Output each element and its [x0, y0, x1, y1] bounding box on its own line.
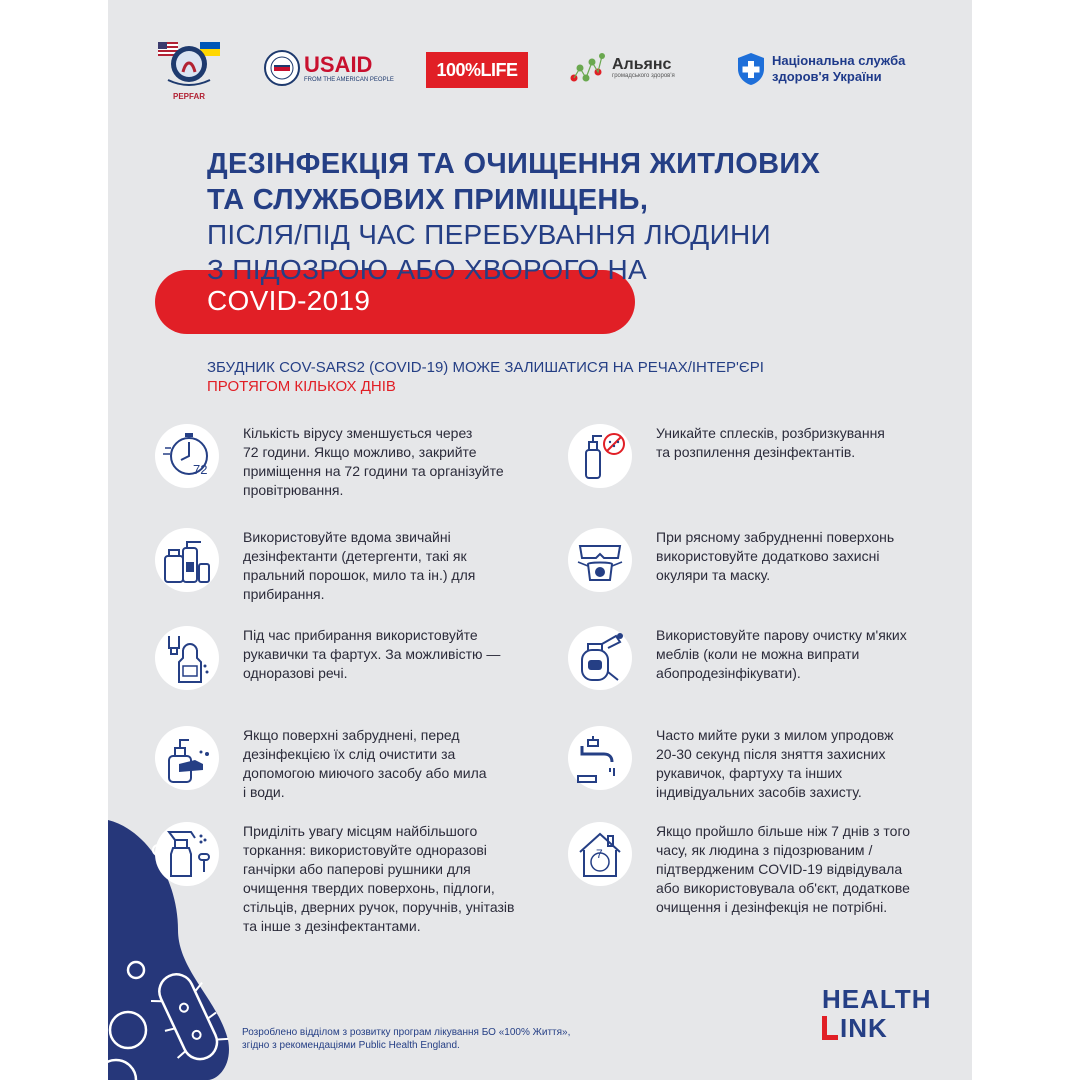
headline: [207, 146, 927, 251]
health-link-logo: [822, 985, 932, 1043]
no-spray-icon: [568, 424, 632, 488]
tip-text: Використовуйте парову очистку м'яких меблів (коли не можна випрати абопродезінфікувати).: [656, 627, 907, 681]
pepfar-logo: [154, 36, 224, 102]
tip-clean-first: [155, 726, 487, 802]
gloves-apron-icon: [155, 626, 219, 690]
health-link-line-1: HEALTH: [822, 984, 932, 1014]
house-7-icon: [568, 822, 632, 886]
goggles-mask-icon: [568, 528, 632, 592]
svg-text:72: 72: [193, 462, 208, 477]
tip-steam-cleaner: [568, 626, 907, 690]
faucet-icon: [568, 726, 632, 790]
tip-text: Якщо поверхні забруднені, перед дезінфекцією їх слід очистити за допомогою миючого засобу або мила і води.: [243, 727, 487, 800]
usaid-logo: [264, 50, 394, 86]
nszu-label: Національна служба здоров'я України: [772, 53, 906, 84]
credits: Розроблено відділом з розвитку програм лікування БО «100% Життя», згідно з рекомендаціями Public Health England.: [242, 1027, 571, 1051]
tip-text: При рясному забрудненні поверхонь використовуйте додатково захисні окуляри та маску.: [656, 529, 895, 583]
tip-detergents: [155, 528, 475, 604]
tip-ventilation: [155, 424, 504, 500]
svg-text:7: 7: [596, 847, 603, 861]
tip-seven-days: [568, 822, 910, 917]
tip-touch-points: [155, 822, 514, 936]
tip-text: Якщо пройшло більше ніж 7 днів з того часу, як людина з підозрюваним / підтвердженим COVID-19 відвідувала або використовувала об'єкт, додаткове очищення і дезінфекція не потрібні.: [656, 823, 911, 915]
alliance-dots-icon: [570, 52, 606, 84]
usaid-seal-icon: [264, 50, 300, 86]
pepfar-label: PEPFAR: [172, 92, 205, 101]
soap-dispenser-icon: [155, 726, 219, 790]
subtitle-line-2: ПРОТЯГОМ КІЛЬКОХ ДНІВ: [207, 378, 396, 395]
poster: [108, 0, 972, 1080]
shield-cross-icon: [736, 52, 766, 86]
alliance-label: Альянс: [612, 56, 672, 73]
partner-logos: [108, 36, 972, 106]
health-link-line-2: INK: [822, 1013, 932, 1043]
headline-bold-line-2: ТА СЛУЖБОВИХ ПРИМІЩЕНЬ,: [207, 184, 649, 216]
tip-gloves-apron: [155, 626, 500, 690]
tip-text: Уникайте сплесків, розбризкування та розпилення дезінфектантів.: [656, 425, 885, 460]
tip-text: Під час прибирання використовуйте рукавички та фартух. За можливістю — одноразові речі.: [243, 627, 501, 681]
tip-avoid-splashes: [568, 424, 885, 488]
100-life-label: 100%LIFE: [436, 59, 518, 80]
nszu-logo: [736, 52, 905, 86]
steam-cleaner-icon: [568, 626, 632, 690]
clock-72-icon: [155, 424, 219, 488]
headline-light-line-2: З ПІДОЗРОЮ АБО ХВОРОГО НА: [207, 254, 648, 285]
usaid-tagline: FROM THE AMERICAN PEOPLE: [304, 76, 394, 83]
pepfar-emblem-icon: [156, 36, 222, 90]
tip-text: Часто мийте руки з милом упродовж 20-30 секунд після зняття захисних рукавичок, фартуху та інших індивідуальних засобів захисту.: [656, 727, 894, 800]
100-life-logo: [426, 52, 528, 88]
spray-bottle-icon: [155, 822, 219, 886]
headline-light-line-1: ПІСЛЯ/ПІД ЧАС ПЕРЕБУВАННЯ ЛЮДИНИ: [207, 219, 771, 250]
headline-bold-line-1: ДЕЗІНФЕКЦІЯ ТА ОЧИЩЕННЯ ЖИТЛОВИХ: [207, 148, 821, 180]
alliance-tagline: громадського здоров'я: [612, 73, 675, 79]
tip-text: Використовуйте вдома звичайні дезінфектанти (детергенти, такі як пральний порошок, мило та ін.) для прибирання.: [243, 529, 476, 602]
tip-text: Кількість вірусу зменшується через 72 години. Якщо можливо, закрийте приміщення на 72 години та організуйте провітрювання.: [243, 425, 504, 498]
red-l-icon: [822, 1016, 838, 1040]
usaid-label: USAID: [304, 51, 373, 77]
alliance-logo: [570, 52, 675, 84]
headline-covid: COVID-2019: [207, 285, 371, 316]
subtitle: [207, 358, 764, 396]
tip-text: Приділіть увагу місцям найбільшого торкання: використовуйте одноразові ганчірки або паперові рушники для очищення твердих поверхонь, підлоги, стільців, дверних ручок, поручнів, унітазів та інше з дезінфектантами.: [243, 823, 515, 934]
subtitle-line-1: ЗБУДНИК COV-SARS2 (COVID-19) МОЖЕ ЗАЛИШАТИСЯ НА РЕЧАХ/ІНТЕР'ЄРІ: [207, 359, 764, 376]
tip-wash-hands: [568, 726, 894, 802]
detergents-icon: [155, 528, 219, 592]
tip-goggles-mask: [568, 528, 894, 592]
